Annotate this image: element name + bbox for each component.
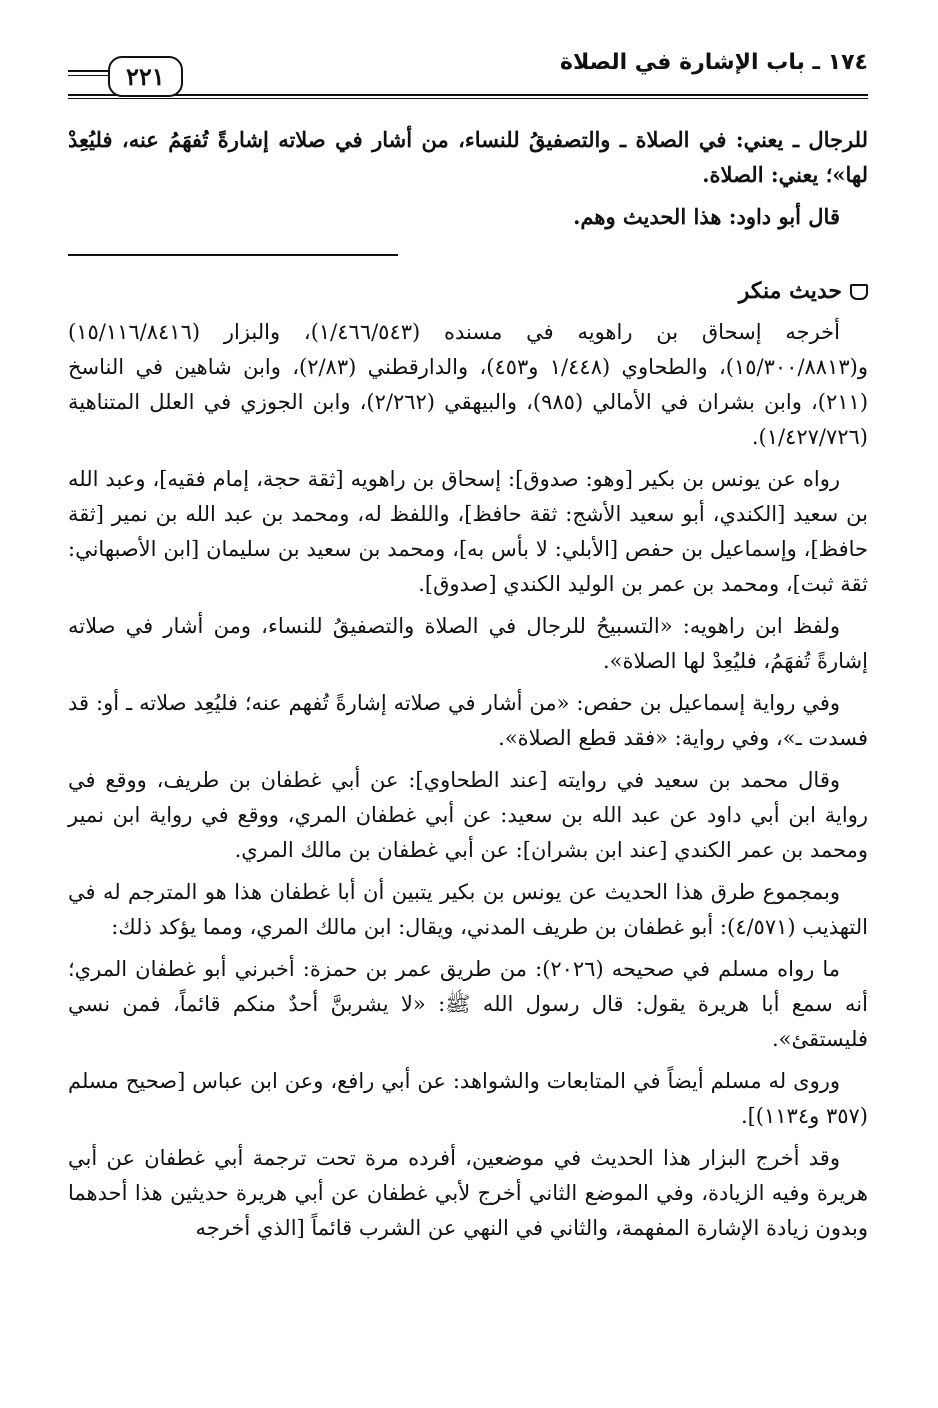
section-heading — [68, 274, 868, 309]
separator-line — [68, 254, 398, 256]
ornament-line — [68, 70, 113, 72]
page-number: ٢٢١ — [108, 56, 183, 97]
paragraph-11: وقد أخرج البزار هذا الحديث في موضعين، أفرده مرة تحت ترجمة أبي غطفان عن أبي هريرة وفيه الزيادة، وفي الموضع الثاني أخرج لأبي غطفان عن أبي هريرة حديثين هذا أحدهما وبدون زيادة الإشارة المفهمة، والثاني في النهي عن الشرب قائماً [الذي أخرجه — [68, 1146, 868, 1240]
bullet-icon — [850, 284, 868, 300]
page-content — [68, 122, 868, 1253]
section-heading-text: حديث منكر — [738, 278, 842, 304]
header-rule-inner — [68, 98, 868, 99]
paragraph-7: وقال محمد بن سعيد في روايته [عند الطحاوي]: عن أبي غطفان بن طريف، ووقع في رواية ابن أبي داود عن عبد الله بن سعيد: عن أبي غطفان المري، ووقع في رواية ابن نمير ومحمد بن عمر الكندي [عند ابن بشران]: عن أبي غطفان بن مالك المري. — [68, 768, 868, 862]
paragraph-9: ما رواه مسلم في صحيحه (٢٠٢٦): من طريق عمر بن حمزة: أخبرني أبو غطفان المري؛ أنه سمع أبا هريرة يقول: قال رسول الله ﷺ: «لا يشربنَّ أحدٌ منكم قائماً، فمن نسي فليستقئ». — [68, 957, 868, 1051]
paragraph-1: للرجال ـ يعني: في الصلاة ـ والتصفيقُ للنساء، من أشار في صلاته إشارةً تُفهَمُ عنه، فليُعِدْ لها»؛ يعني: الصلاة. — [68, 127, 868, 187]
paragraph-3: أخرجه إسحاق بن راهويه في مسنده (١/٤٦٦/٥٤٣)، والبزار (١٥/١١٦/٨٤١٦) و(١٥/٣٠٠/٨٨١٣)، والطحاوي (١/٤٤٨ و٤٥٣)، والدارقطني (٢/٨٣)، وابن شاهين في الناسخ (٢١١)، وابن بشران في الأمالي (٩٨٥)، والبيهقي (٢/٢٦٢)، وابن الجوزي في العلل المتناهية (١/٤٢٧/٧٢٦). — [68, 320, 869, 449]
running-title: ١٧٤ ـ باب الإشارة في الصلاة — [559, 50, 868, 75]
paragraph-10: وروى له مسلم أيضاً في المتابعات والشواهد: عن أبي رافع، وعن ابن عباس [صحيح مسلم (٣٥٧ و١١٣٤)]. — [68, 1069, 868, 1128]
paragraph-8: وبمجموع طرق هذا الحديث عن يونس بن بكير يتبين أن أبا غطفان هذا هو المترجم له في التهذيب (٤/٥٧١): أبو غطفان بن طريف المدني، ويقال: ابن مالك المري، ومما يؤكد ذلك: — [68, 880, 868, 939]
paragraph-6: وفي رواية إسماعيل بن حفص: «من أشار في صلاته إشارةً تُفهم عنه؛ فليُعِد صلاته ـ أو: قد فسدت ـ»، وفي رواية: «فقد قطع الصلاة». — [68, 691, 868, 750]
header-rule — [68, 94, 868, 96]
paragraph-4: رواه عن يونس بن بكير [وهو: صدوق]: إسحاق بن راهويه [ثقة حجة، إمام فقيه]، وعبد الله بن سعيد [الكندي، أبو سعيد الأشج: ثقة حافظ]، واللفظ له، ومحمد بن عبد الله بن نمير [ثقة حافظ]، وإسماعيل بن حفص [الأبلي: لا بأس به]، ومحمد بن سعيد بن سليمان [ابن الأصبهاني: ثقة ثبت]، ومحمد بن عمر بن الوليد الكندي [صدوق]. — [68, 467, 868, 596]
page-header — [68, 40, 868, 100]
paragraph-5: ولفظ ابن راهويه: «التسبيحُ للرجال في الصلاة والتصفيقُ للنساء، ومن أشار في صلاته إشارةً تُفهَمُ، فليُعِدْ لها الصلاة». — [68, 614, 868, 673]
paragraph-2: قال أبو داود: هذا الحديث وهم. — [573, 204, 840, 229]
ornament-line-inner — [68, 75, 113, 76]
